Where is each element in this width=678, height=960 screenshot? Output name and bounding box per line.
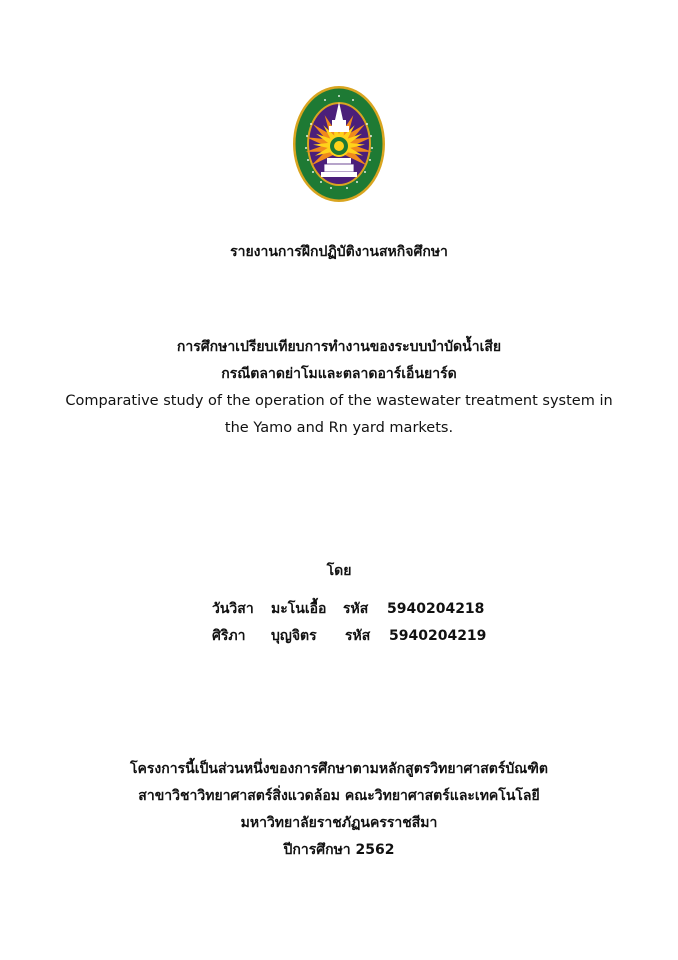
title-english-line1: Comparative study of the operation of the wastewater treatment system in (65, 393, 613, 409)
author-last-name: บุญจิตร (271, 628, 317, 644)
author-id-label: รหัส (345, 628, 371, 644)
author-first-name: วันวิสา (212, 601, 254, 617)
author-row (0, 599, 678, 619)
footer-line2: สาขาวิชาวิทยาศาสตร์สิ่งแวดล้อม คณะวิทยาศาสตร์และเทคโนโลยี (138, 788, 540, 804)
university-seal-logo (291, 84, 387, 204)
title-thai-line2: กรณีตลาดย่าโมและตลาดอาร์เอ็นยาร์ด (221, 366, 457, 382)
title-english-line2: the Yamo and Rn yard markets. (224, 420, 454, 436)
author-first-name: ศิริภา (212, 628, 246, 644)
title-thai-line1: การศึกษาเปรียบเทียบการทำงานของระบบบำบัดน้ำเสีย (176, 339, 502, 355)
author-id: 5940204218 (387, 601, 485, 617)
author-id: 5940204219 (389, 628, 487, 644)
by-label: โดย (326, 563, 352, 579)
footer-line1: โครงการนี้เป็นส่วนหนึ่งของการศึกษาตามหลักสูตรวิทยาศาสตร์บัณฑิต (130, 761, 548, 777)
author-last-name: มะโนเอื้อ (271, 601, 327, 617)
report-type: รายงานการฝึกปฏิบัติงานสหกิจศึกษา (230, 244, 448, 260)
author-row (0, 626, 678, 646)
footer-line3: มหาวิทยาลัยราชภัฏนครราชสีมา (240, 815, 438, 831)
footer-line4: ปีการศึกษา 2562 (283, 842, 395, 858)
author-id-label: รหัส (343, 601, 369, 617)
